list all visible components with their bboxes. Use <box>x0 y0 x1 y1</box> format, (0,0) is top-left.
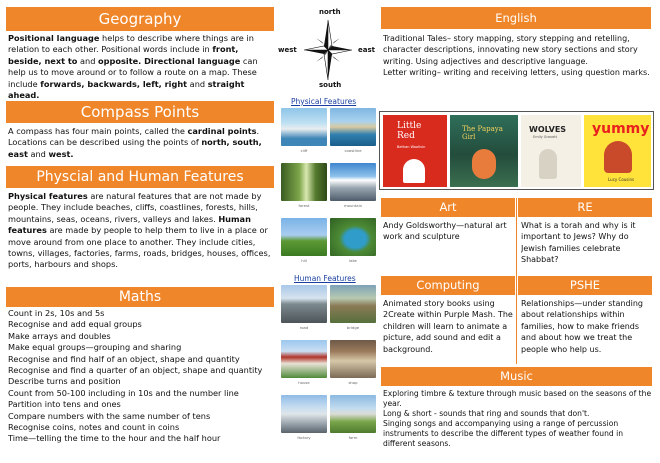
maths-item: Count from 50-100 including in 10s and the number line <box>8 387 239 398</box>
book-covers-strip <box>379 111 654 190</box>
lake-photo <box>330 218 376 256</box>
house-caption: house <box>298 380 310 385</box>
lake-caption: lake <box>349 258 357 263</box>
cp-text-2: . Locations can be described using the points of <box>8 126 260 148</box>
geo-term-words: front, beside, next to <box>8 44 239 66</box>
re-text: What is a torah and why is it important to Jews? Why do Jewish families celebrate Shabbat? <box>521 221 636 265</box>
physical-human-header: Physcial and Human Features <box>6 166 274 188</box>
maths-item: Make equal groups—grouping and sharing <box>8 342 182 353</box>
forest-caption: forest <box>298 203 310 208</box>
maths-item: Partition into tens and ones <box>8 399 121 410</box>
factory-photo <box>281 395 327 433</box>
book-title-papaya-girl: The Papaya Girl <box>462 125 503 141</box>
maths-header: Maths <box>6 287 274 307</box>
shop-photo <box>330 340 376 378</box>
maths-item: Count in 2s, 10s and 5s <box>8 308 105 318</box>
rabbit-illustration-icon <box>539 149 557 179</box>
house-photo <box>281 340 327 378</box>
pshe-header: PSHE <box>518 276 652 295</box>
computing-header: Computing <box>381 276 515 295</box>
geo-term-directional: Directional language <box>141 55 241 66</box>
music-paragraph-1: Exploring timbre & texture through music based on the seasons of the year. <box>383 389 652 408</box>
book-cover-little-red <box>383 115 447 187</box>
compass-rose <box>278 6 375 90</box>
maths-item: Compare numbers with the same number of tens <box>8 410 211 421</box>
book-title-little-red: Little Red <box>397 121 422 141</box>
maths-item: Recognise and find a quarter of an object, shape and quantity <box>8 365 263 376</box>
cliff-caption: cliff <box>300 148 308 153</box>
cp-term-west: west. <box>48 148 74 159</box>
ph-term-human: Human features <box>8 213 251 236</box>
cp-term-nse: north, south, east <box>8 137 262 159</box>
re-header: RE <box>518 198 652 217</box>
geo-text-3: can help us to move around or to follow a route on a map. These include <box>8 55 258 89</box>
cp-text-1: A compass has four main points, called the <box>8 126 188 136</box>
book-author-wolves: Emily Gravett <box>533 135 558 139</box>
compass-star-icon <box>304 20 352 80</box>
pshe-text: Relationships—under standing about relationships within families, how to make friends and about how we treat the people who help us. <box>521 299 643 354</box>
farm-photo <box>330 395 376 433</box>
shop-caption: shop <box>348 380 358 385</box>
maths-item: Make arrays and doubles <box>8 330 111 341</box>
road-caption: road <box>299 325 309 330</box>
art-text: Andy Goldsworthy—natural art work and sculpture <box>383 221 507 242</box>
column-divider <box>516 198 517 364</box>
ph-term-physical: Physical features <box>8 191 88 201</box>
maths-item: Recognise and add equal groups <box>8 319 142 330</box>
geo-term-positional: Positional language <box>8 33 100 43</box>
cp-term-cardinal: cardinal points <box>187 126 257 136</box>
music-paragraph-3: Singing songs and accompanying using a range of percussion instruments to describe the different types of weather found in different seasons. <box>383 419 624 448</box>
computing-text: Animated story books using 2Create within Purple Mash. The children will learn to animate a picture, add sound and edit a background. <box>383 299 513 354</box>
book-author-yummy: Lucy Cousins <box>608 177 635 182</box>
factory-caption: factory <box>297 435 311 440</box>
character-illustration-icon <box>604 141 632 173</box>
coastline-caption: coastline <box>344 148 362 153</box>
hill-caption: hill <box>301 258 307 263</box>
cp-text-3: and <box>27 148 49 159</box>
compass-north-label: north <box>319 8 341 16</box>
geo-text-2: and <box>77 55 99 66</box>
compass-points-header: Compass Points <box>6 101 274 123</box>
compass-south-label: south <box>319 81 342 89</box>
cliff-photo <box>281 108 327 146</box>
mountain-photo <box>330 163 376 201</box>
human-features-title: Human Features <box>294 274 356 283</box>
book-cover-yummy <box>584 115 651 187</box>
ph-text-2: are made by people to help them to live in a place or move around from one place to another. They include cities, towns, villages, factories, farms, roads, bridges, houses, offices, ports, harbours and shops. <box>8 225 271 270</box>
book-author-little-red: Bethan Woollvin <box>397 145 426 149</box>
book-title-yummy: yummy <box>592 121 650 137</box>
music-paragraph-2: Long & short - sounds that ring and sounds that don't. <box>383 409 590 418</box>
forest-photo <box>281 163 327 201</box>
physical-features-title: Physical Features <box>291 97 357 106</box>
geo-text-4: and <box>187 78 208 89</box>
english-text <box>383 33 651 79</box>
english-header: English <box>381 7 651 29</box>
music-header: Music <box>381 367 652 386</box>
music-text <box>383 389 653 449</box>
book-title-wolves: WOLVES <box>529 125 567 134</box>
coastline-photo <box>330 108 376 146</box>
english-paragraph-2: Letter writing– writing and receiving letters, using question marks. <box>383 68 650 78</box>
wolf-illustration-icon <box>403 159 425 183</box>
bridge-photo <box>330 285 376 323</box>
maths-list <box>8 308 276 445</box>
geography-header: Geography <box>6 7 274 31</box>
girl-illustration-icon <box>472 149 496 179</box>
geo-term-straight: straight ahead. <box>8 78 245 101</box>
maths-item: Describe turns and position <box>8 376 121 387</box>
road-photo <box>281 285 327 323</box>
geography-text <box>8 33 274 101</box>
geo-term-opposite: opposite. <box>98 55 142 66</box>
compass-points-text <box>8 126 274 160</box>
ph-text-1: are natural features that are not made by people. They include beaches, cliffs, coastlines, forests, hills, mountains, seas, oceans, rivers, valleys and lakes. <box>8 191 262 224</box>
physical-human-text <box>8 191 274 271</box>
compass-west-label: west <box>278 46 297 54</box>
maths-item: Recognise coins, notes and count in coins <box>8 422 180 433</box>
hill-photo <box>281 218 327 256</box>
mountain-caption: mountain <box>343 203 363 208</box>
geo-term-directions: forwards, backwards, left, right <box>40 78 188 89</box>
maths-item: Recognise and find half of an object, shape and quantity <box>8 353 240 364</box>
maths-item: Time—telling the time to the hour and the half hour <box>8 433 221 444</box>
art-header: Art <box>381 198 515 217</box>
book-cover-papaya-girl <box>450 115 518 187</box>
farm-caption: farm <box>348 435 358 440</box>
book-cover-wolves <box>521 115 581 187</box>
english-paragraph-1: Traditional Tales– story mapping, story stepping and retelling, character descriptions, innovating new story sections and story writing. Using adjectives and descriptive language. <box>383 34 638 66</box>
compass-east-label: east <box>358 46 375 54</box>
bridge-caption: bridge <box>346 325 360 330</box>
geo-text-1: helps to describe where things are in relation to each other. Positional words include in <box>8 33 254 55</box>
